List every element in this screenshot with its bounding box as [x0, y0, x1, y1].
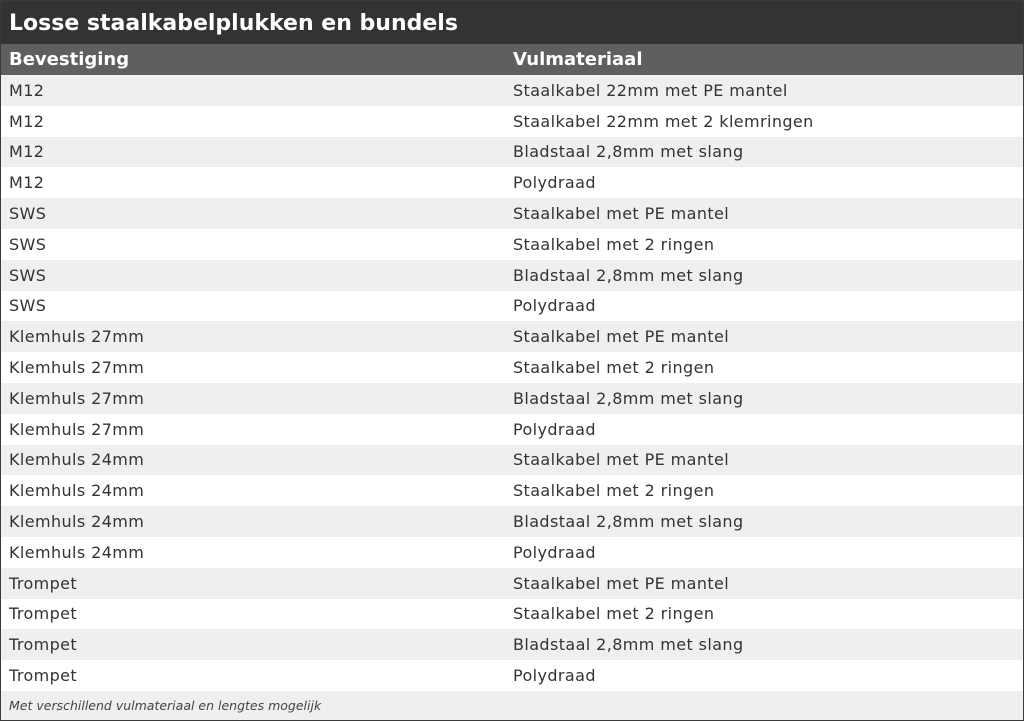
- cell-bevestiging: Klemhuls 24mm: [9, 481, 145, 501]
- table-body: [1, 75, 1023, 691]
- cell-vulmateriaal: Polydraad: [513, 173, 596, 193]
- cell-vulmateriaal: Bladstaal 2,8mm met slang: [513, 265, 744, 285]
- cell-vulmateriaal: Staalkabel 22mm met PE mantel: [513, 80, 788, 100]
- table-row: [1, 260, 1023, 291]
- cell-vulmateriaal: Staalkabel met PE mantel: [513, 573, 730, 593]
- cell-bevestiging: SWS: [9, 234, 47, 254]
- cell-bevestiging: Trompet: [9, 573, 78, 593]
- cell-vulmateriaal: Staalkabel met 2 ringen: [513, 358, 715, 378]
- table-row: [1, 229, 1023, 260]
- table-footnote: Met verschillend vulmateriaal en lengtes mogelijk: [1, 691, 1023, 720]
- cell-bevestiging: Klemhuls 24mm: [9, 450, 145, 470]
- table-row: [1, 167, 1023, 198]
- table-row: [1, 383, 1023, 414]
- cell-vulmateriaal: Staalkabel met 2 ringen: [513, 481, 715, 501]
- table-row: [1, 137, 1023, 168]
- cell-bevestiging: Klemhuls 24mm: [9, 512, 145, 532]
- table-row: [1, 291, 1023, 322]
- cell-vulmateriaal: Staalkabel 22mm met 2 klemringen: [513, 111, 814, 131]
- table-row: [1, 352, 1023, 383]
- table-row: [1, 629, 1023, 660]
- cell-vulmateriaal: Bladstaal 2,8mm met slang: [513, 512, 744, 532]
- table-row: [1, 75, 1023, 106]
- cell-bevestiging: Trompet: [9, 666, 78, 686]
- cell-bevestiging: SWS: [9, 265, 47, 285]
- cell-vulmateriaal: Polydraad: [513, 666, 596, 686]
- table-row: [1, 599, 1023, 630]
- table-row: [1, 414, 1023, 445]
- table-row: [1, 475, 1023, 506]
- table-row: [1, 198, 1023, 229]
- cell-vulmateriaal: Polydraad: [513, 542, 596, 562]
- cell-bevestiging: Klemhuls 27mm: [9, 358, 145, 378]
- table-row: [1, 660, 1023, 691]
- table-header-row: [1, 44, 1023, 75]
- table-row: [1, 321, 1023, 352]
- cell-bevestiging: SWS: [9, 296, 47, 316]
- cell-bevestiging: Klemhuls 27mm: [9, 327, 145, 347]
- cell-vulmateriaal: Bladstaal 2,8mm met slang: [513, 635, 744, 655]
- cell-vulmateriaal: Staalkabel met PE mantel: [513, 450, 730, 470]
- cell-bevestiging: Klemhuls 24mm: [9, 542, 145, 562]
- header-bevestiging: Bevestiging: [9, 49, 130, 70]
- cell-vulmateriaal: Staalkabel met 2 ringen: [513, 604, 715, 624]
- cell-vulmateriaal: Staalkabel met 2 ringen: [513, 234, 715, 254]
- cell-bevestiging: M12: [9, 111, 45, 131]
- table-row: [1, 106, 1023, 137]
- cell-vulmateriaal: Polydraad: [513, 296, 596, 316]
- table-row: [1, 445, 1023, 476]
- cell-vulmateriaal: Staalkabel met PE mantel: [513, 204, 730, 224]
- table-title: Losse staalkabelplukken en bundels: [1, 1, 1023, 44]
- cell-vulmateriaal: Staalkabel met PE mantel: [513, 327, 730, 347]
- cell-bevestiging: Klemhuls 27mm: [9, 388, 145, 408]
- cell-bevestiging: Trompet: [9, 635, 78, 655]
- cell-bevestiging: Klemhuls 27mm: [9, 419, 145, 439]
- cell-vulmateriaal: Bladstaal 2,8mm met slang: [513, 142, 744, 162]
- table-row: [1, 506, 1023, 537]
- cell-bevestiging: M12: [9, 142, 45, 162]
- cell-bevestiging: Trompet: [9, 604, 78, 624]
- table-row: [1, 537, 1023, 568]
- cell-bevestiging: M12: [9, 173, 45, 193]
- table-row: [1, 568, 1023, 599]
- cell-bevestiging: M12: [9, 80, 45, 100]
- cell-vulmateriaal: Polydraad: [513, 419, 596, 439]
- header-vulmateriaal: Vulmateriaal: [513, 49, 643, 70]
- cell-vulmateriaal: Bladstaal 2,8mm met slang: [513, 388, 744, 408]
- cell-bevestiging: SWS: [9, 204, 47, 224]
